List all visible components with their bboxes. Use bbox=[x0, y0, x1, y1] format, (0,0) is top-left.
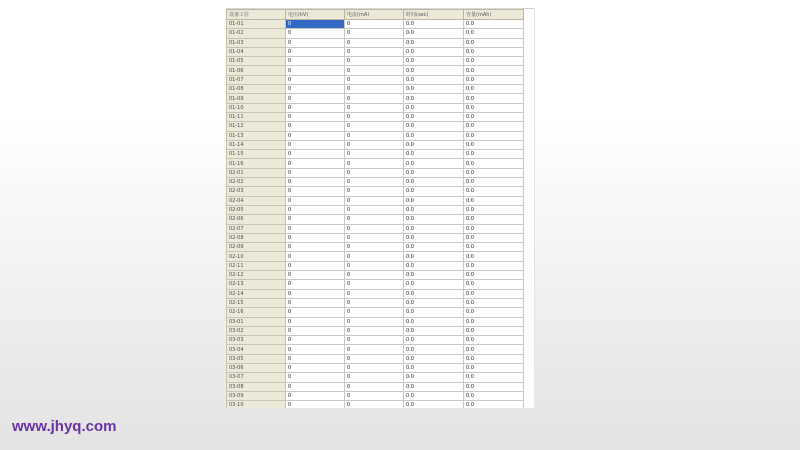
site-watermark: www.jhyq.com bbox=[12, 418, 117, 435]
row-header-station[interactable]: 01-16 bbox=[227, 159, 286, 168]
cell-voltage[interactable]: 0 bbox=[286, 75, 345, 84]
cell-current[interactable]: 0 bbox=[345, 196, 404, 205]
table-row bbox=[227, 354, 524, 363]
cell-capacity[interactable]: 0.0 bbox=[464, 150, 524, 159]
cell-current[interactable]: 0 bbox=[345, 317, 404, 326]
cell-voltage[interactable]: 0 bbox=[286, 168, 345, 177]
cell-current[interactable]: 0 bbox=[345, 382, 404, 391]
table-row bbox=[227, 178, 524, 187]
table-row bbox=[227, 233, 524, 242]
cell-capacity[interactable]: 0.0 bbox=[464, 317, 524, 326]
cell-current[interactable]: 0 bbox=[345, 85, 404, 94]
cell-capacity[interactable]: 0.0 bbox=[464, 29, 524, 38]
cell-voltage[interactable]: 0 bbox=[286, 401, 345, 408]
cell-time[interactable]: 0.0 bbox=[404, 336, 464, 345]
cell-voltage[interactable]: 0 bbox=[286, 345, 345, 354]
table-row bbox=[227, 38, 524, 47]
cell-current[interactable]: 0 bbox=[345, 261, 404, 270]
table-row bbox=[227, 20, 524, 29]
table-row bbox=[227, 47, 524, 56]
cell-capacity[interactable]: 0.0 bbox=[464, 47, 524, 56]
cell-capacity[interactable]: 0.0 bbox=[464, 326, 524, 335]
cell-voltage[interactable]: 0 bbox=[286, 280, 345, 289]
cell-capacity[interactable]: 0.0 bbox=[464, 373, 524, 382]
row-header-station[interactable]: 03-09 bbox=[227, 391, 286, 400]
cell-capacity[interactable]: 0.0 bbox=[464, 243, 524, 252]
cell-time[interactable]: 0.0 bbox=[404, 252, 464, 261]
cell-current[interactable]: 0 bbox=[345, 103, 404, 112]
table-row bbox=[227, 280, 524, 289]
row-header-station[interactable]: 03-10 bbox=[227, 401, 286, 408]
row-header-station[interactable]: 01-04 bbox=[227, 47, 286, 56]
column-header-current[interactable]: 电流(mA) bbox=[345, 10, 404, 20]
cell-time[interactable]: 0.0 bbox=[404, 20, 464, 29]
cell-time[interactable]: 0.0 bbox=[404, 345, 464, 354]
row-header-station[interactable]: 01-12 bbox=[227, 122, 286, 131]
cell-capacity[interactable]: 0.0 bbox=[464, 215, 524, 224]
table-row bbox=[227, 94, 524, 103]
table-row bbox=[227, 168, 524, 177]
table-row bbox=[227, 187, 524, 196]
cell-time[interactable]: 0.0 bbox=[404, 224, 464, 233]
table-row bbox=[227, 401, 524, 408]
table-row bbox=[227, 363, 524, 372]
cell-time[interactable]: 0.0 bbox=[404, 103, 464, 112]
grid-header-row bbox=[227, 10, 524, 20]
cell-voltage[interactable]: 0 bbox=[286, 66, 345, 75]
table-row bbox=[227, 140, 524, 149]
cell-voltage[interactable]: 0 bbox=[286, 233, 345, 242]
row-header-station[interactable]: 01-06 bbox=[227, 66, 286, 75]
cell-time[interactable]: 0.0 bbox=[404, 75, 464, 84]
row-header-station[interactable]: 01-02 bbox=[227, 29, 286, 38]
cell-time[interactable]: 0.0 bbox=[404, 38, 464, 47]
row-header-station[interactable]: 01-11 bbox=[227, 112, 286, 121]
cell-current[interactable]: 0 bbox=[345, 94, 404, 103]
cell-current[interactable]: 0 bbox=[345, 373, 404, 382]
cell-time[interactable]: 0.0 bbox=[404, 271, 464, 280]
cell-time[interactable]: 0.0 bbox=[404, 150, 464, 159]
cell-voltage[interactable]: 0 bbox=[286, 336, 345, 345]
cell-voltage[interactable]: 0 bbox=[286, 308, 345, 317]
cell-capacity[interactable]: 0.0 bbox=[464, 178, 524, 187]
cell-capacity[interactable]: 0.0 bbox=[464, 66, 524, 75]
table-row bbox=[227, 252, 524, 261]
cell-time[interactable]: 0.0 bbox=[404, 131, 464, 140]
row-header-station[interactable]: 01-10 bbox=[227, 103, 286, 112]
cell-capacity[interactable]: 0.0 bbox=[464, 196, 524, 205]
row-header-station[interactable]: 02-10 bbox=[227, 252, 286, 261]
column-header-voltage[interactable]: 电压(kV) bbox=[286, 10, 345, 20]
cell-current[interactable]: 0 bbox=[345, 271, 404, 280]
cell-capacity[interactable]: 0.0 bbox=[464, 57, 524, 66]
cell-current[interactable]: 0 bbox=[345, 280, 404, 289]
cell-current[interactable]: 0 bbox=[345, 178, 404, 187]
table-row bbox=[227, 373, 524, 382]
cell-time[interactable]: 0.0 bbox=[404, 308, 464, 317]
cell-voltage[interactable]: 0 bbox=[286, 150, 345, 159]
row-header-station[interactable]: 03-02 bbox=[227, 326, 286, 335]
cell-time[interactable]: 0.0 bbox=[404, 178, 464, 187]
cell-voltage[interactable]: 0 bbox=[286, 103, 345, 112]
cell-time[interactable]: 0.0 bbox=[404, 298, 464, 307]
cell-capacity[interactable]: 0.0 bbox=[464, 308, 524, 317]
cell-voltage[interactable]: 0 bbox=[286, 94, 345, 103]
table-row bbox=[227, 112, 524, 121]
cell-time[interactable]: 0.0 bbox=[404, 205, 464, 214]
cell-capacity[interactable]: 0.0 bbox=[464, 75, 524, 84]
cell-capacity[interactable]: 0.0 bbox=[464, 298, 524, 307]
cell-time[interactable]: 0.0 bbox=[404, 382, 464, 391]
cell-time[interactable]: 0.0 bbox=[404, 168, 464, 177]
cell-capacity[interactable]: 0.0 bbox=[464, 140, 524, 149]
cell-current[interactable]: 0 bbox=[345, 215, 404, 224]
row-header-station[interactable]: 02-02 bbox=[227, 178, 286, 187]
cell-voltage[interactable]: 0 bbox=[286, 252, 345, 261]
cell-voltage[interactable]: 0 bbox=[286, 382, 345, 391]
cell-voltage[interactable]: 0 bbox=[286, 122, 345, 131]
cell-voltage[interactable]: 0 bbox=[286, 47, 345, 56]
cell-time[interactable]: 0.0 bbox=[404, 29, 464, 38]
row-header-station[interactable]: 03-06 bbox=[227, 363, 286, 372]
column-header-time[interactable]: 时间(sec) bbox=[404, 10, 464, 20]
cell-current[interactable]: 0 bbox=[345, 308, 404, 317]
row-header-station[interactable]: 02-13 bbox=[227, 280, 286, 289]
cell-capacity[interactable]: 0.0 bbox=[464, 271, 524, 280]
cell-current[interactable]: 0 bbox=[345, 205, 404, 214]
cell-capacity[interactable]: 0.0 bbox=[464, 85, 524, 94]
cell-time[interactable]: 0.0 bbox=[404, 401, 464, 408]
row-header-station[interactable]: 01-14 bbox=[227, 140, 286, 149]
cell-time[interactable]: 0.0 bbox=[404, 66, 464, 75]
column-header-capacity[interactable]: 容量(mAh) bbox=[464, 10, 524, 20]
cell-time[interactable]: 0.0 bbox=[404, 159, 464, 168]
cell-capacity[interactable]: 0.0 bbox=[464, 187, 524, 196]
cell-capacity[interactable]: 0.0 bbox=[464, 363, 524, 372]
cell-voltage[interactable]: 0 bbox=[286, 131, 345, 140]
cell-capacity[interactable]: 0.0 bbox=[464, 168, 524, 177]
cell-capacity[interactable]: 0.0 bbox=[464, 391, 524, 400]
row-header-station[interactable]: 02-04 bbox=[227, 196, 286, 205]
row-header-station[interactable]: 03-04 bbox=[227, 345, 286, 354]
cell-capacity[interactable]: 0.0 bbox=[464, 20, 524, 29]
data-grid bbox=[226, 9, 524, 408]
row-header-station[interactable]: 02-16 bbox=[227, 308, 286, 317]
cell-voltage[interactable]: 0 bbox=[286, 224, 345, 233]
cell-time[interactable]: 0.0 bbox=[404, 317, 464, 326]
cell-voltage[interactable]: 0 bbox=[286, 205, 345, 214]
table-row bbox=[227, 122, 524, 131]
cell-current[interactable]: 0 bbox=[345, 122, 404, 131]
row-header-station[interactable]: 02-11 bbox=[227, 261, 286, 270]
cell-capacity[interactable]: 0.0 bbox=[464, 131, 524, 140]
cell-capacity[interactable]: 0.0 bbox=[464, 252, 524, 261]
table-row bbox=[227, 196, 524, 205]
cell-capacity[interactable]: 0.0 bbox=[464, 122, 524, 131]
cell-current[interactable]: 0 bbox=[345, 140, 404, 149]
cell-time[interactable]: 0.0 bbox=[404, 215, 464, 224]
panel-top-edge bbox=[523, 8, 534, 9]
cell-current[interactable]: 0 bbox=[345, 131, 404, 140]
cell-voltage[interactable]: 0 bbox=[286, 326, 345, 335]
cell-capacity[interactable]: 0.0 bbox=[464, 159, 524, 168]
cell-voltage[interactable]: 0 bbox=[286, 261, 345, 270]
row-header-station[interactable]: 01-05 bbox=[227, 57, 286, 66]
row-header-station[interactable]: 02-14 bbox=[227, 289, 286, 298]
table-row bbox=[227, 243, 524, 252]
cell-current[interactable]: 0 bbox=[345, 243, 404, 252]
cell-voltage[interactable]: 0 bbox=[286, 215, 345, 224]
row-header-station[interactable]: 01-03 bbox=[227, 38, 286, 47]
cell-current[interactable]: 0 bbox=[345, 391, 404, 400]
cell-voltage[interactable]: 0 bbox=[286, 85, 345, 94]
cell-voltage[interactable]: 0 bbox=[286, 354, 345, 363]
cell-current[interactable]: 0 bbox=[345, 224, 404, 233]
row-header-station[interactable]: 02-07 bbox=[227, 224, 286, 233]
row-header-station[interactable]: 03-05 bbox=[227, 354, 286, 363]
table-row bbox=[227, 159, 524, 168]
row-header-station[interactable]: 01-13 bbox=[227, 131, 286, 140]
cell-current[interactable]: 0 bbox=[345, 363, 404, 372]
table-row bbox=[227, 103, 524, 112]
cell-current[interactable]: 0 bbox=[345, 252, 404, 261]
cell-current[interactable]: 0 bbox=[345, 354, 404, 363]
table-row bbox=[227, 382, 524, 391]
cell-time[interactable]: 0.0 bbox=[404, 187, 464, 196]
cell-voltage[interactable]: 0 bbox=[286, 187, 345, 196]
row-header-station[interactable]: 02-09 bbox=[227, 243, 286, 252]
cell-current[interactable]: 0 bbox=[345, 298, 404, 307]
cell-voltage[interactable]: 0 bbox=[286, 159, 345, 168]
cell-voltage[interactable]: 0 bbox=[286, 57, 345, 66]
cell-time[interactable]: 0.0 bbox=[404, 122, 464, 131]
cell-capacity[interactable]: 0.0 bbox=[464, 94, 524, 103]
cell-current[interactable]: 0 bbox=[345, 47, 404, 56]
cell-current[interactable]: 0 bbox=[345, 38, 404, 47]
data-grid-panel bbox=[226, 8, 535, 408]
cell-capacity[interactable]: 0.0 bbox=[464, 336, 524, 345]
row-header-station[interactable]: 02-01 bbox=[227, 168, 286, 177]
row-header-station[interactable]: 01-07 bbox=[227, 75, 286, 84]
cell-current[interactable]: 0 bbox=[345, 345, 404, 354]
table-row bbox=[227, 317, 524, 326]
cell-time[interactable]: 0.0 bbox=[404, 391, 464, 400]
cell-current[interactable]: 0 bbox=[345, 75, 404, 84]
table-row bbox=[227, 85, 524, 94]
cell-time[interactable]: 0.0 bbox=[404, 57, 464, 66]
cell-current[interactable]: 0 bbox=[345, 187, 404, 196]
cell-capacity[interactable]: 0.0 bbox=[464, 354, 524, 363]
cell-voltage[interactable]: 0 bbox=[286, 112, 345, 121]
row-header-station[interactable]: 02-05 bbox=[227, 205, 286, 214]
cell-current[interactable]: 0 bbox=[345, 57, 404, 66]
row-header-station[interactable]: 01-08 bbox=[227, 85, 286, 94]
row-header-station[interactable]: 03-07 bbox=[227, 373, 286, 382]
table-row bbox=[227, 75, 524, 84]
table-row bbox=[227, 215, 524, 224]
cell-capacity[interactable]: 0.0 bbox=[464, 280, 524, 289]
cell-time[interactable]: 0.0 bbox=[404, 112, 464, 121]
cell-time[interactable]: 0.0 bbox=[404, 140, 464, 149]
cell-capacity[interactable]: 0.0 bbox=[464, 224, 524, 233]
cell-voltage[interactable]: 0 bbox=[286, 140, 345, 149]
cell-capacity[interactable]: 0.0 bbox=[464, 401, 524, 408]
row-header-station[interactable]: 02-03 bbox=[227, 187, 286, 196]
row-header-station[interactable]: 02-08 bbox=[227, 233, 286, 242]
cell-time[interactable]: 0.0 bbox=[404, 47, 464, 56]
cell-time[interactable]: 0.0 bbox=[404, 363, 464, 372]
cell-current[interactable]: 0 bbox=[345, 29, 404, 38]
cell-capacity[interactable]: 0.0 bbox=[464, 261, 524, 270]
row-header-station[interactable]: 01-15 bbox=[227, 150, 286, 159]
cell-current[interactable]: 0 bbox=[345, 168, 404, 177]
cell-voltage[interactable]: 0 bbox=[286, 298, 345, 307]
cell-time[interactable]: 0.0 bbox=[404, 326, 464, 335]
row-header-station[interactable]: 03-03 bbox=[227, 336, 286, 345]
cell-capacity[interactable]: 0.0 bbox=[464, 205, 524, 214]
table-row bbox=[227, 298, 524, 307]
table-row bbox=[227, 289, 524, 298]
row-header-station[interactable]: 01-01 bbox=[227, 20, 286, 29]
cell-capacity[interactable]: 0.0 bbox=[464, 38, 524, 47]
table-row bbox=[227, 29, 524, 38]
cell-voltage[interactable]: 0 bbox=[286, 243, 345, 252]
cell-time[interactable]: 0.0 bbox=[404, 261, 464, 270]
column-header-station[interactable]: 设备工位 bbox=[227, 10, 286, 20]
table-row bbox=[227, 150, 524, 159]
cell-time[interactable]: 0.0 bbox=[404, 354, 464, 363]
cell-voltage[interactable]: 0 bbox=[286, 373, 345, 382]
table-row bbox=[227, 131, 524, 140]
table-row bbox=[227, 224, 524, 233]
cell-voltage[interactable]: 0 bbox=[286, 178, 345, 187]
cell-time[interactable]: 0.0 bbox=[404, 280, 464, 289]
cell-voltage[interactable]: 0 bbox=[286, 289, 345, 298]
cell-time[interactable]: 0.0 bbox=[404, 196, 464, 205]
cell-current[interactable]: 0 bbox=[345, 233, 404, 242]
cell-voltage[interactable]: 0 bbox=[286, 317, 345, 326]
cell-voltage[interactable]: 0 bbox=[286, 38, 345, 47]
table-row bbox=[227, 308, 524, 317]
row-header-station[interactable]: 02-15 bbox=[227, 298, 286, 307]
cell-current[interactable]: 0 bbox=[345, 401, 404, 408]
table-row bbox=[227, 205, 524, 214]
cell-current[interactable]: 0 bbox=[345, 66, 404, 75]
cell-current[interactable]: 0 bbox=[345, 112, 404, 121]
row-header-station[interactable]: 02-06 bbox=[227, 215, 286, 224]
row-header-station[interactable]: 01-09 bbox=[227, 94, 286, 103]
cell-voltage[interactable]: 0 bbox=[286, 391, 345, 400]
table-row bbox=[227, 261, 524, 270]
cell-time[interactable]: 0.0 bbox=[404, 233, 464, 242]
cell-voltage[interactable]: 0 bbox=[286, 363, 345, 372]
cell-voltage[interactable]: 0 bbox=[286, 20, 345, 29]
table-row bbox=[227, 326, 524, 335]
cell-current[interactable]: 0 bbox=[345, 326, 404, 335]
row-header-station[interactable]: 03-01 bbox=[227, 317, 286, 326]
cell-current[interactable]: 0 bbox=[345, 336, 404, 345]
cell-capacity[interactable]: 0.0 bbox=[464, 345, 524, 354]
table-row bbox=[227, 391, 524, 400]
cell-capacity[interactable]: 0.0 bbox=[464, 382, 524, 391]
cell-capacity[interactable]: 0.0 bbox=[464, 112, 524, 121]
cell-time[interactable]: 0.0 bbox=[404, 243, 464, 252]
cell-time[interactable]: 0.0 bbox=[404, 85, 464, 94]
grid-body bbox=[227, 20, 524, 409]
table-row bbox=[227, 345, 524, 354]
cell-current[interactable]: 0 bbox=[345, 159, 404, 168]
cell-voltage[interactable]: 0 bbox=[286, 196, 345, 205]
cell-voltage[interactable]: 0 bbox=[286, 29, 345, 38]
row-header-station[interactable]: 03-08 bbox=[227, 382, 286, 391]
table-row bbox=[227, 66, 524, 75]
cell-time[interactable]: 0.0 bbox=[404, 94, 464, 103]
table-row bbox=[227, 271, 524, 280]
cell-current[interactable]: 0 bbox=[345, 150, 404, 159]
cell-time[interactable]: 0.0 bbox=[404, 289, 464, 298]
cell-time[interactable]: 0.0 bbox=[404, 373, 464, 382]
cell-current[interactable]: 0 bbox=[345, 20, 404, 29]
cell-capacity[interactable]: 0.0 bbox=[464, 289, 524, 298]
cell-voltage[interactable]: 0 bbox=[286, 271, 345, 280]
row-header-station[interactable]: 02-12 bbox=[227, 271, 286, 280]
cell-current[interactable]: 0 bbox=[345, 289, 404, 298]
cell-capacity[interactable]: 0.0 bbox=[464, 233, 524, 242]
cell-capacity[interactable]: 0.0 bbox=[464, 103, 524, 112]
table-row bbox=[227, 57, 524, 66]
table-row bbox=[227, 336, 524, 345]
